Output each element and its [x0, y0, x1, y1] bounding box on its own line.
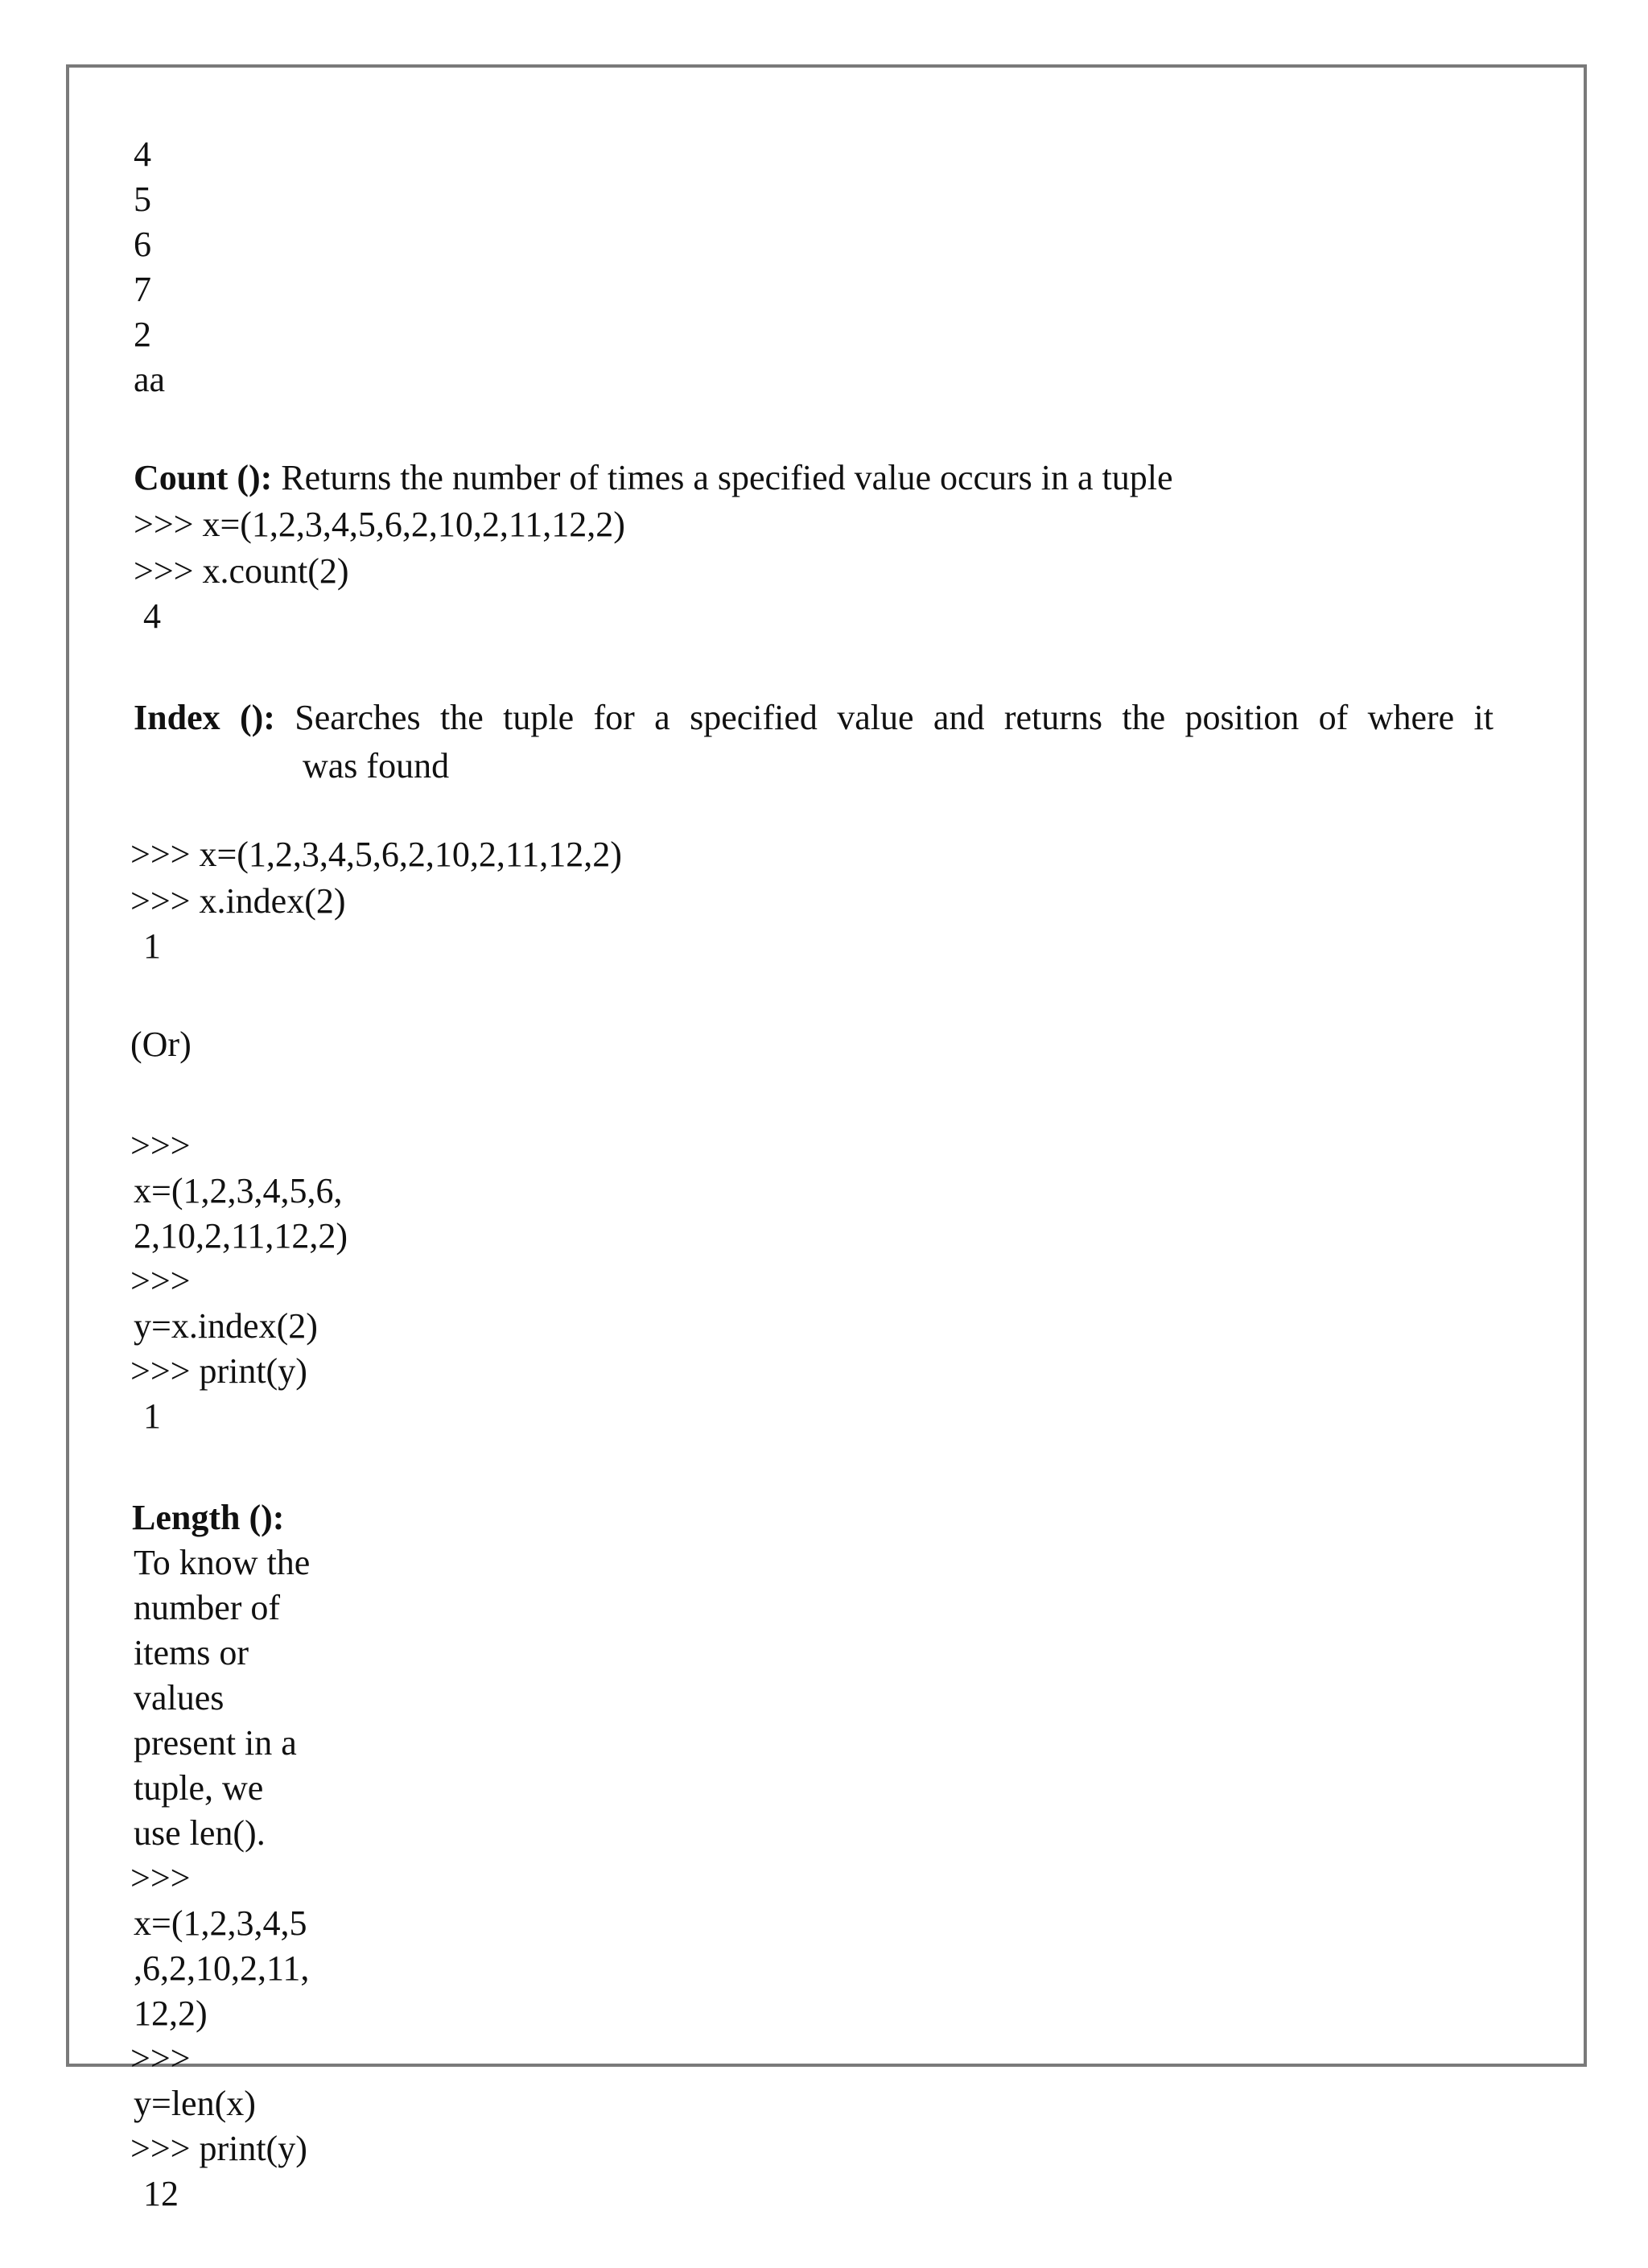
length-description-line: To know the [134, 1543, 311, 1582]
length-description-line: values [134, 1678, 225, 1717]
code-line: >>> [130, 2039, 191, 2078]
output-line: aa [134, 360, 166, 399]
code-line: >>> x=(1,2,3,4,5,6,2,10,2,11,12,2) [130, 835, 622, 874]
output-line: 6 [134, 225, 151, 264]
code-line: 12,2) [134, 1994, 208, 2033]
count-heading: Count (): [134, 458, 273, 497]
length-description-line: items or [134, 1633, 249, 1672]
code-result: 1 [143, 1396, 161, 1436]
length-description-line: present in a [134, 1723, 297, 1763]
code-line: x=(1,2,3,4,5,6, [134, 1171, 343, 1210]
output-line: 4 [134, 134, 151, 174]
index-heading: Index (): [134, 698, 275, 737]
code-line: >>> [130, 1858, 191, 1898]
length-description-line: tuple, we [134, 1768, 264, 1808]
code-result: 12 [143, 2174, 179, 2213]
code-line: >>> x.index(2) [130, 881, 346, 921]
index-description-cont: was found [303, 746, 450, 786]
code-line: 2,10,2,11,12,2) [134, 1216, 348, 1256]
code-line: >>> print(y) [130, 1351, 307, 1391]
output-line: 5 [134, 179, 151, 219]
code-line: y=len(x) [134, 2084, 256, 2123]
count-description: Returns the number of times a specified value occurs in a tuple [281, 458, 1173, 497]
index-description: Searches the tuple for a specified value and returns the position of where it [295, 698, 1494, 737]
code-line: >>> [130, 1126, 191, 1165]
or-label: (Or) [130, 1025, 192, 1064]
output-line: 7 [134, 270, 151, 309]
code-line: >>> [130, 1261, 191, 1301]
index-line [134, 697, 1494, 739]
code-line: ,6,2,10,2,11, [134, 1948, 310, 1988]
code-line: >>> print(y) [130, 2129, 307, 2168]
code-line: y=x.index(2) [134, 1306, 318, 1346]
output-line: 2 [134, 315, 151, 354]
code-line: x=(1,2,3,4,5 [134, 1903, 307, 1943]
code-line: >>> x.count(2) [134, 551, 349, 591]
code-result: 4 [143, 596, 161, 636]
code-result: 1 [143, 926, 161, 966]
length-description-line: number of [134, 1588, 281, 1627]
length-heading: Length (): [132, 1498, 285, 1537]
count-line [134, 457, 1173, 499]
code-line: >>> x=(1,2,3,4,5,6,2,10,2,11,12,2) [134, 505, 625, 544]
length-description-line: use len(). [134, 1813, 266, 1853]
